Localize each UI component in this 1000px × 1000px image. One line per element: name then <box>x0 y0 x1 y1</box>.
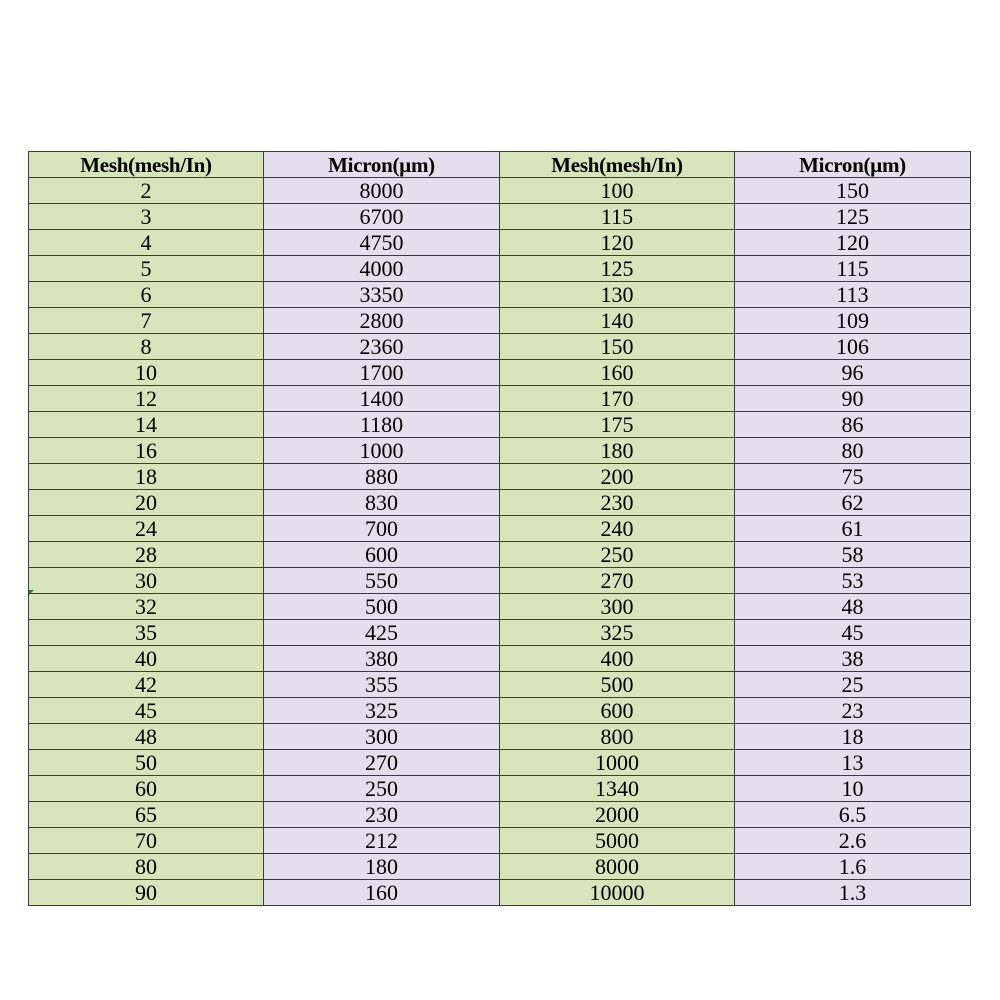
micron-right-cell: 75 <box>735 464 971 490</box>
table-header <box>29 152 971 178</box>
cell-corner-marker <box>29 590 34 595</box>
micron-left-cell: 880 <box>264 464 500 490</box>
micron-left-cell: 4750 <box>264 230 500 256</box>
mesh-left-cell: 65 <box>29 802 264 828</box>
mesh-left-cell: 2 <box>29 178 264 204</box>
mesh-left-cell: 12 <box>29 386 264 412</box>
mesh-right-cell: 100 <box>500 178 735 204</box>
micron-right-cell: 113 <box>735 282 971 308</box>
table-row <box>29 620 971 646</box>
micron-right-cell: 106 <box>735 334 971 360</box>
mesh-left-cell: 3 <box>29 204 264 230</box>
mesh-left-cell: 45 <box>29 698 264 724</box>
mesh-right-cell: 120 <box>500 230 735 256</box>
micron-left-cell: 180 <box>264 854 500 880</box>
micron-right-cell: 115 <box>735 256 971 282</box>
mesh-right-cell: 325 <box>500 620 735 646</box>
table-row <box>29 230 971 256</box>
micron-left-cell: 425 <box>264 620 500 646</box>
mesh-left-cell: 24 <box>29 516 264 542</box>
micron-left-cell: 830 <box>264 490 500 516</box>
mesh-left-cell: 18 <box>29 464 264 490</box>
table-row <box>29 438 971 464</box>
header-mesh-right: Mesh(mesh/In) <box>500 152 735 178</box>
micron-right-cell: 25 <box>735 672 971 698</box>
mesh-left-cell: 6 <box>29 282 264 308</box>
mesh-right-cell: 2000 <box>500 802 735 828</box>
micron-right-cell: 58 <box>735 542 971 568</box>
table-row <box>29 854 971 880</box>
table-row <box>29 490 971 516</box>
micron-left-cell: 600 <box>264 542 500 568</box>
mesh-right-cell: 175 <box>500 412 735 438</box>
mesh-right-cell: 230 <box>500 490 735 516</box>
mesh-left-cell: 16 <box>29 438 264 464</box>
micron-left-cell: 1180 <box>264 412 500 438</box>
micron-left-cell: 700 <box>264 516 500 542</box>
mesh-left-cell: 80 <box>29 854 264 880</box>
mesh-left-cell: 35 <box>29 620 264 646</box>
header-mesh-left: Mesh(mesh/In) <box>29 152 264 178</box>
mesh-right-cell: 1000 <box>500 750 735 776</box>
micron-right-cell: 1.6 <box>735 854 971 880</box>
micron-left-cell: 160 <box>264 880 500 906</box>
mesh-micron-table <box>28 151 971 906</box>
mesh-right-cell: 270 <box>500 568 735 594</box>
micron-left-cell: 2800 <box>264 308 500 334</box>
mesh-right-cell: 8000 <box>500 854 735 880</box>
mesh-left-cell: 42 <box>29 672 264 698</box>
table-row <box>29 724 971 750</box>
table-row <box>29 750 971 776</box>
micron-right-cell: 13 <box>735 750 971 776</box>
mesh-left-cell: 8 <box>29 334 264 360</box>
micron-right-cell: 96 <box>735 360 971 386</box>
table-row <box>29 646 971 672</box>
table-row <box>29 308 971 334</box>
table-row <box>29 178 971 204</box>
mesh-left-cell: 30 <box>29 568 264 594</box>
table-row <box>29 282 971 308</box>
header-micron-left: Micron(µm) <box>264 152 500 178</box>
micron-right-cell: 23 <box>735 698 971 724</box>
table-row <box>29 360 971 386</box>
mesh-right-cell: 500 <box>500 672 735 698</box>
mesh-left-cell: 14 <box>29 412 264 438</box>
micron-right-cell: 53 <box>735 568 971 594</box>
micron-right-cell: 62 <box>735 490 971 516</box>
table-row <box>29 542 971 568</box>
micron-right-cell: 61 <box>735 516 971 542</box>
micron-left-cell: 2360 <box>264 334 500 360</box>
micron-left-cell: 380 <box>264 646 500 672</box>
mesh-left-cell: 5 <box>29 256 264 282</box>
micron-right-cell: 90 <box>735 386 971 412</box>
micron-left-cell: 3350 <box>264 282 500 308</box>
micron-left-cell: 250 <box>264 776 500 802</box>
table-row <box>29 256 971 282</box>
micron-right-cell: 109 <box>735 308 971 334</box>
micron-left-cell: 500 <box>264 594 500 620</box>
table-row <box>29 880 971 906</box>
table-row <box>29 776 971 802</box>
mesh-left-cell: 40 <box>29 646 264 672</box>
table-row <box>29 334 971 360</box>
mesh-right-cell: 1340 <box>500 776 735 802</box>
micron-right-cell: 48 <box>735 594 971 620</box>
mesh-right-cell: 130 <box>500 282 735 308</box>
micron-right-cell: 150 <box>735 178 971 204</box>
mesh-right-cell: 125 <box>500 256 735 282</box>
micron-left-cell: 8000 <box>264 178 500 204</box>
micron-left-cell: 1400 <box>264 386 500 412</box>
micron-right-cell: 80 <box>735 438 971 464</box>
mesh-right-cell: 200 <box>500 464 735 490</box>
micron-left-cell: 1000 <box>264 438 500 464</box>
mesh-left-cell: 4 <box>29 230 264 256</box>
mesh-left-cell: 70 <box>29 828 264 854</box>
micron-left-cell: 4000 <box>264 256 500 282</box>
table-row <box>29 672 971 698</box>
table-row <box>29 828 971 854</box>
mesh-right-cell: 300 <box>500 594 735 620</box>
mesh-right-cell: 5000 <box>500 828 735 854</box>
micron-right-cell: 120 <box>735 230 971 256</box>
micron-right-cell: 10 <box>735 776 971 802</box>
table-row <box>29 516 971 542</box>
mesh-right-cell: 240 <box>500 516 735 542</box>
micron-left-cell: 270 <box>264 750 500 776</box>
mesh-left-cell: 48 <box>29 724 264 750</box>
table-row <box>29 594 971 620</box>
mesh-right-cell: 800 <box>500 724 735 750</box>
micron-right-cell: 1.3 <box>735 880 971 906</box>
mesh-left-cell: 60 <box>29 776 264 802</box>
mesh-right-cell: 140 <box>500 308 735 334</box>
micron-right-cell: 18 <box>735 724 971 750</box>
micron-right-cell: 45 <box>735 620 971 646</box>
mesh-right-cell: 250 <box>500 542 735 568</box>
mesh-left-cell: 7 <box>29 308 264 334</box>
mesh-right-cell: 115 <box>500 204 735 230</box>
table-row <box>29 412 971 438</box>
header-micron-right: Micron(µm) <box>735 152 971 178</box>
table-row <box>29 698 971 724</box>
micron-left-cell: 355 <box>264 672 500 698</box>
mesh-right-cell: 160 <box>500 360 735 386</box>
mesh-left-cell: 20 <box>29 490 264 516</box>
mesh-left-cell: 28 <box>29 542 264 568</box>
table-row <box>29 568 971 594</box>
micron-left-cell: 212 <box>264 828 500 854</box>
mesh-left-cell: 50 <box>29 750 264 776</box>
table-row <box>29 464 971 490</box>
micron-right-cell: 38 <box>735 646 971 672</box>
micron-right-cell: 2.6 <box>735 828 971 854</box>
micron-left-cell: 6700 <box>264 204 500 230</box>
mesh-right-cell: 10000 <box>500 880 735 906</box>
micron-right-cell: 6.5 <box>735 802 971 828</box>
mesh-right-cell: 600 <box>500 698 735 724</box>
table-body <box>29 178 971 906</box>
mesh-right-cell: 150 <box>500 334 735 360</box>
mesh-left-cell: 90 <box>29 880 264 906</box>
micron-left-cell: 1700 <box>264 360 500 386</box>
micron-left-cell: 550 <box>264 568 500 594</box>
mesh-left-cell: 32 <box>29 594 264 620</box>
header-row <box>29 152 971 178</box>
micron-right-cell: 125 <box>735 204 971 230</box>
mesh-left-cell: 10 <box>29 360 264 386</box>
micron-left-cell: 230 <box>264 802 500 828</box>
table-row <box>29 204 971 230</box>
micron-right-cell: 86 <box>735 412 971 438</box>
table-row <box>29 802 971 828</box>
mesh-right-cell: 180 <box>500 438 735 464</box>
micron-left-cell: 325 <box>264 698 500 724</box>
table-row <box>29 386 971 412</box>
mesh-right-cell: 170 <box>500 386 735 412</box>
micron-left-cell: 300 <box>264 724 500 750</box>
mesh-right-cell: 400 <box>500 646 735 672</box>
